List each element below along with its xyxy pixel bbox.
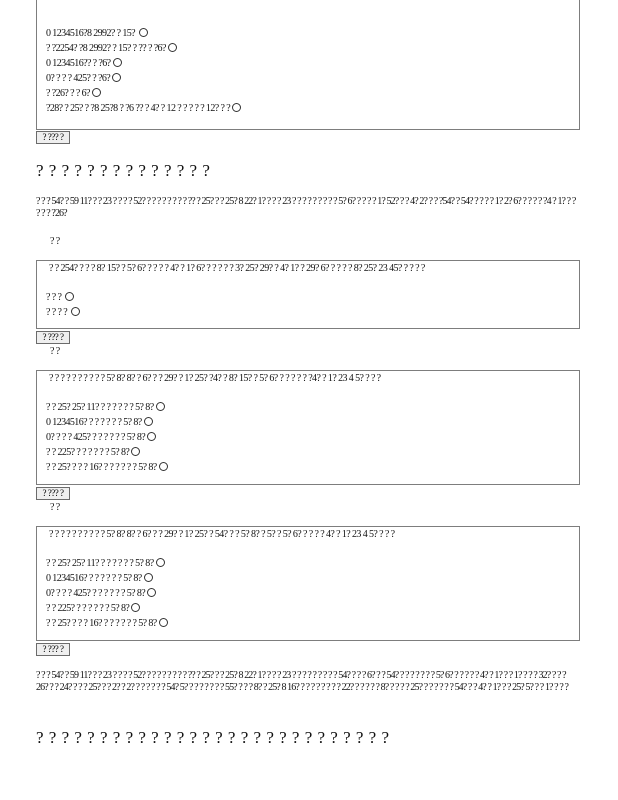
radio-option[interactable]: 0 1234516?? ? ?6? (46, 58, 122, 70)
radio-option[interactable]: 0 1234516? ? ? ? ? ? ? 5? 8? (46, 573, 153, 585)
radio-icon[interactable] (156, 402, 165, 411)
radio-option[interactable]: 0 1234516?8 2992? ? 15? (46, 28, 148, 40)
radio-icon[interactable] (65, 292, 74, 301)
radio-icon[interactable] (159, 462, 168, 471)
radio-option[interactable]: ?28? ? 25? ? ?8 25?8 ? ?6 ?? ? 4? ? 12 ? ? ? ? ? 12? ? ? (46, 103, 241, 115)
radio-icon[interactable] (131, 447, 140, 456)
question-box (36, 370, 580, 485)
paragraph: ? ? ? 54? ? 59 11? ? ? 23 ? ? ? ? 52? ? ? ? ? ? ? ? ? ?? ? 25? ? ? 25? 8 22? 1? ? ? ? 23 ? ? ? ? ? ? ? ? ? 54? ? ? ? 6? ? ? 54? ? ? ? ? ? ? ? 5? 6? ? ? ? ? ? 4? ? 1? ? ? 1? ? ? ? 32? ? ? ? 26? ? ? 24? ? ? ? 25? ? ? 2? ? 2? ? ? ? ? ? ? 54? 5? ? ? ? ? ? ? ? 55? ? ? ? 8? ? 25? 8 16? ? ? ? ? ? ? ? ? 22? ? ? ? ? ? 8? ? ? ? ? 25? ? ? ? ? ? ? 54? ? ? 4? ? 1? ? ? 25? 5? ? ? 1? ? ? ? (36, 670, 569, 693)
section-heading: ? ? ? ? ? ? ? ? ? ? ? ? ? ? (36, 161, 211, 180)
radio-option[interactable]: 0? ? ? ? 425? ? ? ? ? ? ? 5? 8? (46, 432, 156, 444)
radio-icon[interactable] (159, 618, 168, 627)
question-text: ? ? ? ? ? ? ? ? ? ? 5? 8? 8? ? 6? ? ? 29? ? 1? 25? ? 54? ? ? 5? 8? ? 5? ? 5? 6? ? ? ? ? 4? ? 1? 23 4 5? ? ? ? (49, 529, 395, 540)
radio-option[interactable]: ? ? 25? 25? 11? ? ? ? ? ? ? 5? 8? (46, 558, 165, 570)
paragraph: ? ? ? 54? ? 59 11? ? ? 23 ? ? ? ? 52? ? ? ? ? ? ? ? ? ?? ? 25? ? ? 25? 8 22? 1? ? ? ? 23 ? ? ? ? ? ? ? ? ? 5? 6? ? ? ? ? 1? 52? ? ? 4? 2? ? ? ?54? ? 54? ? ? ? ? 1? 2? 6? ? ? ? ? ?4 ? 1? ? ? ? ? ? ?26? (36, 196, 576, 219)
radio-option[interactable]: ? ? 25? ? ? ? 16? ? ? ? ? ? ? 5? 8? (46, 462, 168, 474)
radio-icon[interactable] (147, 432, 156, 441)
question-number: ? ? (50, 502, 60, 513)
question-text: ? ? 254? ? ? ? 8? 15? ? 5? 6? ? ? ? ? 4? ? 1? 6? ? ? ? ? ? 3? 25? 29? ? 4? 1? ? 29? 6? ? ? ? ? 8? 25? 23 45? ? ? ? ? (49, 263, 425, 274)
radio-option[interactable]: ? ? 225? ? ? ? ? ? ? 5? 8? (46, 447, 140, 459)
radio-option[interactable]: ? ?2254? ?8 2992? ? 15? ? ?? ? ?6? (46, 43, 177, 55)
radio-icon[interactable] (71, 307, 80, 316)
radio-icon[interactable] (144, 417, 153, 426)
radio-option[interactable]: ? ?26? ? ? 6? (46, 88, 101, 100)
radio-icon[interactable] (144, 573, 153, 582)
radio-icon[interactable] (147, 588, 156, 597)
radio-option[interactable]: ? ? 225? ? ? ? ? ? ? 5? 8? (46, 603, 140, 615)
radio-option[interactable]: ? ? 25? ? ? ? 16? ? ? ? ? ? ? 5? 8? (46, 618, 168, 630)
question-box (36, 260, 580, 329)
radio-icon[interactable] (232, 103, 241, 112)
submit-button[interactable]: ? ??? ? (36, 487, 70, 500)
radio-icon[interactable] (139, 28, 148, 37)
question-number: ? ? (50, 236, 60, 247)
question-box-top (36, 0, 580, 130)
radio-icon[interactable] (92, 88, 101, 97)
submit-button[interactable]: ? ??? ? (36, 643, 70, 656)
radio-option[interactable]: ? ? ? ? (46, 307, 80, 319)
radio-icon[interactable] (113, 58, 122, 67)
radio-option[interactable]: ? ? ? (46, 292, 74, 304)
radio-option[interactable]: ? ? 25? 25? 11? ? ? ? ? ? ? 5? 8? (46, 402, 165, 414)
radio-option[interactable]: 0 1234516? ? ? ? ? ? ? 5? 8? (46, 417, 153, 429)
radio-icon[interactable] (112, 73, 121, 82)
question-number: ? ? (50, 346, 60, 357)
radio-option[interactable]: 0? ? ? ? 425? ? ?6? (46, 73, 121, 85)
radio-option[interactable]: 0? ? ? ? 425? ? ? ? ? ? ? 5? 8? (46, 588, 156, 600)
submit-button[interactable]: ? ??? ? (36, 131, 70, 144)
question-text: ? ? ? ? ? ? ? ? ? ? 5? 8? 8? ? 6? ? ? 29? ? 1? 25? ?4? ? 8? 15? ? 5? 6? ? ? ? ? ? ?4? ? 1? 23 4 5? ? ? ? (49, 373, 381, 384)
section-heading: ? ? ? ? ? ? ? ? ? ? ? ? ? ? ? ? ? ? ? ? ? ? ? ? ? ? ? ? (36, 728, 390, 747)
radio-icon[interactable] (168, 43, 177, 52)
question-box (36, 526, 580, 641)
radio-icon[interactable] (156, 558, 165, 567)
submit-button[interactable]: ? ??? ? (36, 331, 70, 344)
radio-icon[interactable] (131, 603, 140, 612)
